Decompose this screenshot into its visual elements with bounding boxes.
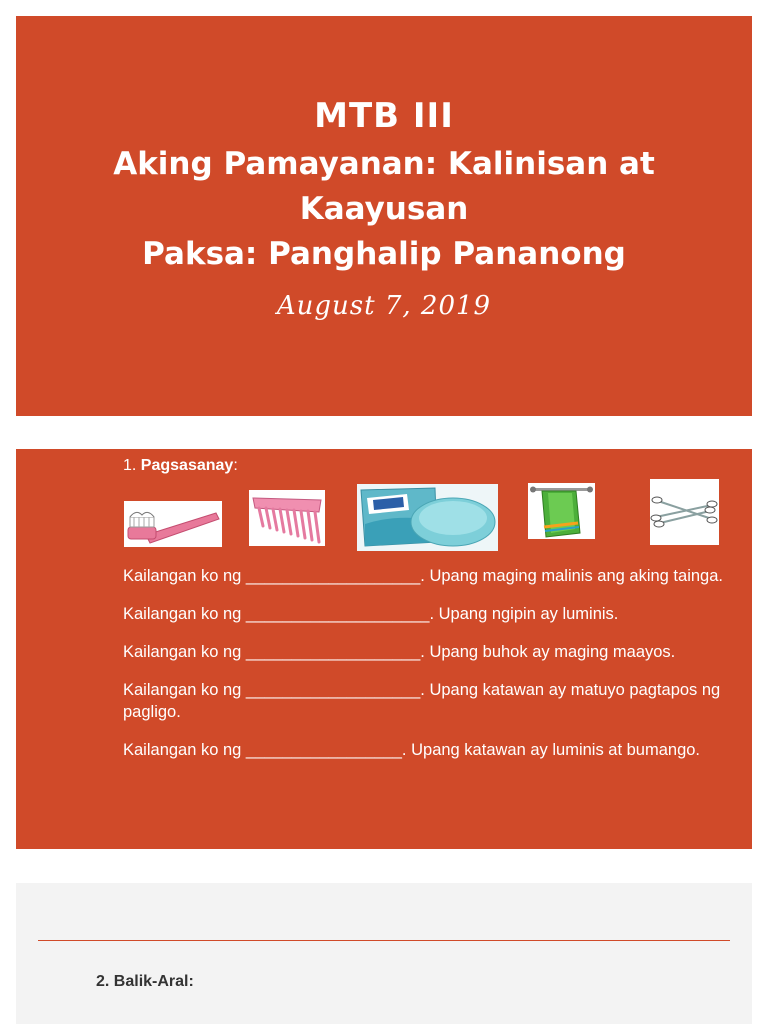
cotton-buds-image bbox=[650, 479, 719, 545]
lesson-date: August 7, 2019 bbox=[276, 291, 492, 321]
title-slide bbox=[16, 16, 752, 416]
topic-line-2: Kaayusan bbox=[299, 191, 469, 227]
topic-line-1: Aking Pamayanan: Kalinisan at bbox=[113, 146, 655, 182]
comb-icon bbox=[249, 490, 325, 546]
comb-image bbox=[249, 490, 325, 546]
sentence-1: Kailangan ko ng ___________________. Upang maging malinis ang aking tainga. bbox=[123, 567, 723, 585]
exercise-slide bbox=[16, 449, 752, 849]
cotton-buds-icon bbox=[650, 479, 719, 545]
fill-in-sentences bbox=[123, 565, 733, 777]
toothbrush-icon bbox=[124, 501, 222, 547]
toothbrush-image bbox=[124, 501, 222, 547]
sentence-4: Kailangan ko ng ___________________. Upang katawan ay matuyo pagtapos ng pagligo. bbox=[123, 681, 721, 721]
soap-image bbox=[357, 484, 498, 551]
divider-line bbox=[38, 940, 730, 941]
heading-label: Pagsasanay bbox=[140, 457, 234, 474]
heading-number: 1. bbox=[123, 457, 137, 474]
sentence-5: Kailangan ko ng _________________. Upang katawan ay luminis at bumango. bbox=[123, 741, 701, 759]
section-heading bbox=[123, 457, 238, 475]
review-heading: 2. Balik-Aral: bbox=[96, 973, 194, 990]
soap-icon bbox=[357, 484, 498, 551]
towel-image bbox=[528, 483, 595, 539]
review-slide bbox=[16, 883, 752, 1024]
course-title: MTB III bbox=[314, 96, 454, 136]
heading-colon: : bbox=[233, 457, 238, 474]
sentence-3: Kailangan ko ng ___________________. Upang buhok ay maging maayos. bbox=[123, 643, 676, 661]
title-block bbox=[16, 96, 752, 321]
sentence-2: Kailangan ko ng ____________________. Upang ngipin ay luminis. bbox=[123, 605, 619, 623]
towel-icon bbox=[528, 483, 595, 539]
topic-line-3: Paksa: Panghalip Pananong bbox=[142, 236, 626, 272]
